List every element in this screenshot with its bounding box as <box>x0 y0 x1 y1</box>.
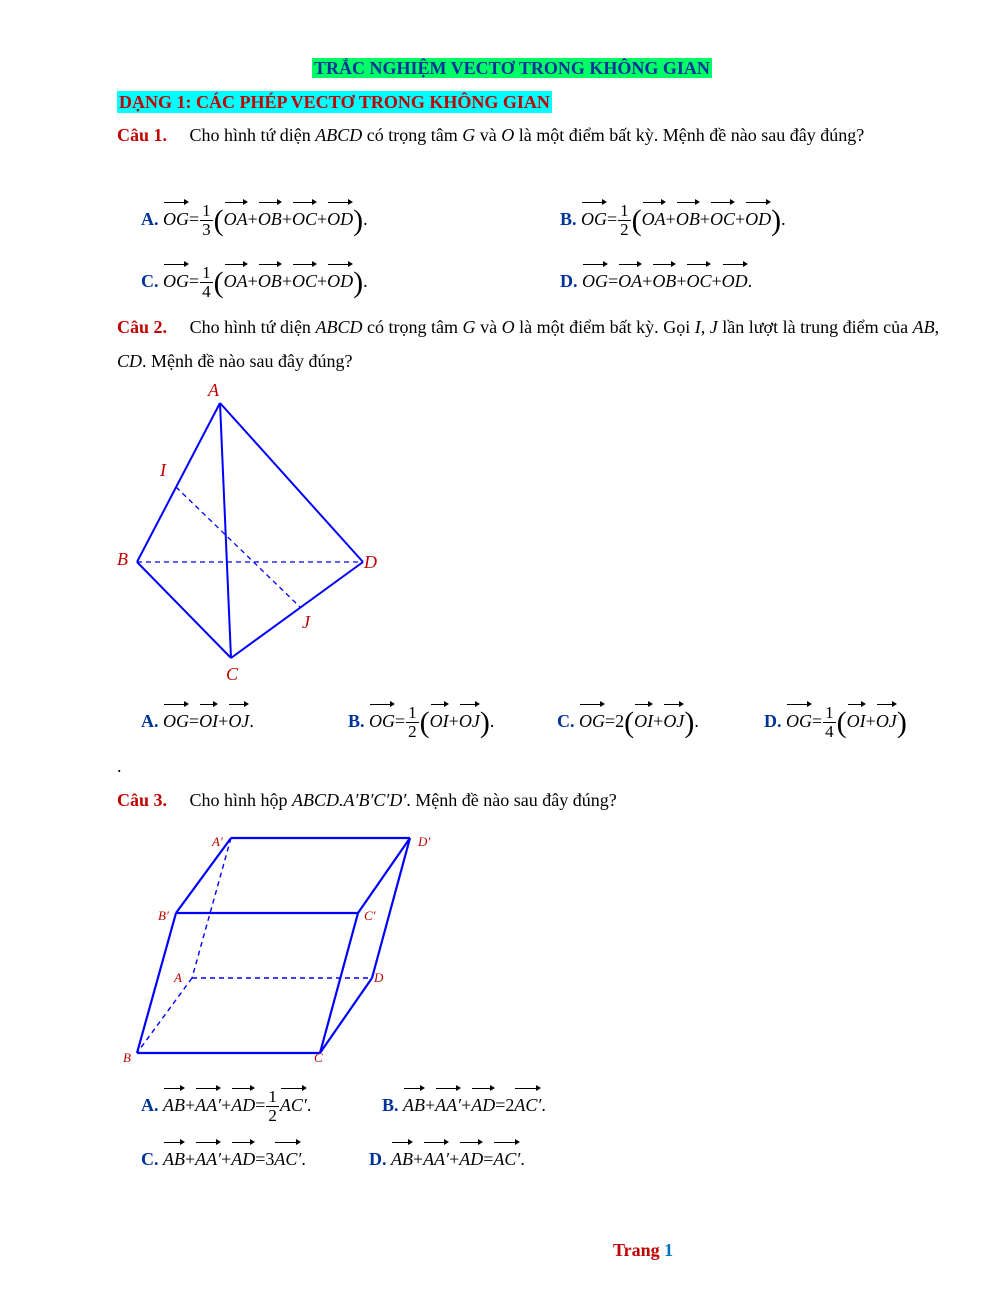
q2-option-b[interactable]: B. OG= $\frac{1}{2}$ (OI+OJ). <box>348 700 494 741</box>
q1-option-a[interactable]: A. OG= $\frac{1}{3}$ (OA+OB+OC+OD). <box>141 198 368 239</box>
point-label-i: I <box>160 460 166 480</box>
vertex-label-d: D <box>374 970 384 985</box>
q1-option-d[interactable]: D. OG=OA+OB+OC+OD. <box>560 260 752 296</box>
vertex-label-a: A <box>174 970 182 985</box>
fraction: $\frac{1}{3}$ <box>202 201 211 240</box>
fraction: $\frac{1}{4}$ <box>825 703 834 742</box>
vertex-label-c1: C′ <box>364 908 376 923</box>
vertex-label-a: A <box>208 380 219 400</box>
vertex-label-b: B <box>117 549 128 569</box>
q3-option-b[interactable]: B. AB+AA′+AD=2AC′. <box>382 1084 546 1120</box>
q3-option-a[interactable]: A. AB+AA′+AD= $\frac{1}{2}$ AC′. <box>141 1084 311 1125</box>
edge-ab <box>137 403 220 562</box>
vertex-label-a1: A′ <box>212 834 223 849</box>
question-3-text: Câu 3. Cho hình hộp ABCD.A′B′C′D′. Mệnh đề nào sau đây đúng? <box>117 790 617 810</box>
edge-bc <box>137 562 231 658</box>
q3-option-d[interactable]: D. AB+AA′+AD=AC′. <box>369 1138 525 1174</box>
question-1-label: Câu 1. <box>117 125 168 145</box>
q2-option-c[interactable]: C. OG=2(OI+OJ). <box>557 700 699 738</box>
footer-label: Trang <box>613 1240 660 1260</box>
edge-ad <box>220 403 363 562</box>
q3-option-c[interactable]: C. AB+AA′+AD=3AC′. <box>141 1138 306 1174</box>
vertex-label-c: C <box>226 664 239 684</box>
parallelepiped-figure <box>115 825 445 1070</box>
q2-option-d[interactable]: D. OG= $\frac{1}{4}$ (OI+OJ) <box>764 700 907 741</box>
question-1-text: Câu 1. Cho hình tứ diện ABCD có trọng tâm G và O là một điểm bất kỳ. Mệnh đề nào sau đây đúng? <box>117 125 865 145</box>
question-3-label: Câu 3. <box>117 790 168 810</box>
edge-c1c <box>320 913 358 1053</box>
fraction: $\frac{1}{2}$ <box>408 703 417 742</box>
stray-dot: . <box>117 756 122 776</box>
vertex-label-d1: D′ <box>418 834 431 849</box>
q1-option-b[interactable]: B. OG= $\frac{1}{2}$ (OA+OB+OC+OD). <box>560 198 786 239</box>
edge-c1d1 <box>358 838 410 913</box>
vertex-label-c: C <box>314 1050 323 1065</box>
fraction: $\frac{1}{4}$ <box>202 263 211 302</box>
q2-option-a[interactable]: A. OG=OI+OJ. <box>141 700 254 736</box>
edge-ab-hidden <box>137 978 192 1053</box>
edge-a1b1 <box>176 838 231 913</box>
edge-d1d <box>372 838 410 978</box>
vertex-label-b: B <box>123 1050 131 1065</box>
vertex-label-b1: B′ <box>158 908 169 923</box>
fraction: $\frac{1}{2}$ <box>268 1087 277 1126</box>
edge-cd <box>320 978 372 1053</box>
tetrahedron-figure <box>110 378 400 688</box>
point-label-j: J <box>302 612 310 632</box>
section-heading: DẠNG 1: CÁC PHÉP VECTƠ TRONG KHÔNG GIAN <box>119 92 550 112</box>
edge-cd <box>231 562 363 658</box>
page-footer <box>613 1240 673 1261</box>
document-title: TRẮC NGHIỆM VECTƠ TRONG KHÔNG GIAN <box>314 58 710 78</box>
segment-ij <box>176 487 300 607</box>
edge-b1b <box>137 913 176 1053</box>
page-number: 1 <box>664 1240 674 1260</box>
question-2-label: Câu 2. <box>117 317 168 337</box>
edge-a1a-hidden <box>192 838 231 978</box>
q1-option-c[interactable]: C. OG= $\frac{1}{4}$ (OA+OB+OC+OD). <box>141 260 368 301</box>
vertex-label-d: D <box>364 552 377 572</box>
question-2-text: Câu 2. Cho hình tứ diện ABCD có trọng tâm G và O là một điểm bất kỳ. Gọi I, J lần lượt là trung điểm của AB, CD. Mệnh đề nào sau đây đúng? <box>117 317 940 371</box>
fraction: $\frac{1}{2}$ <box>620 201 629 240</box>
